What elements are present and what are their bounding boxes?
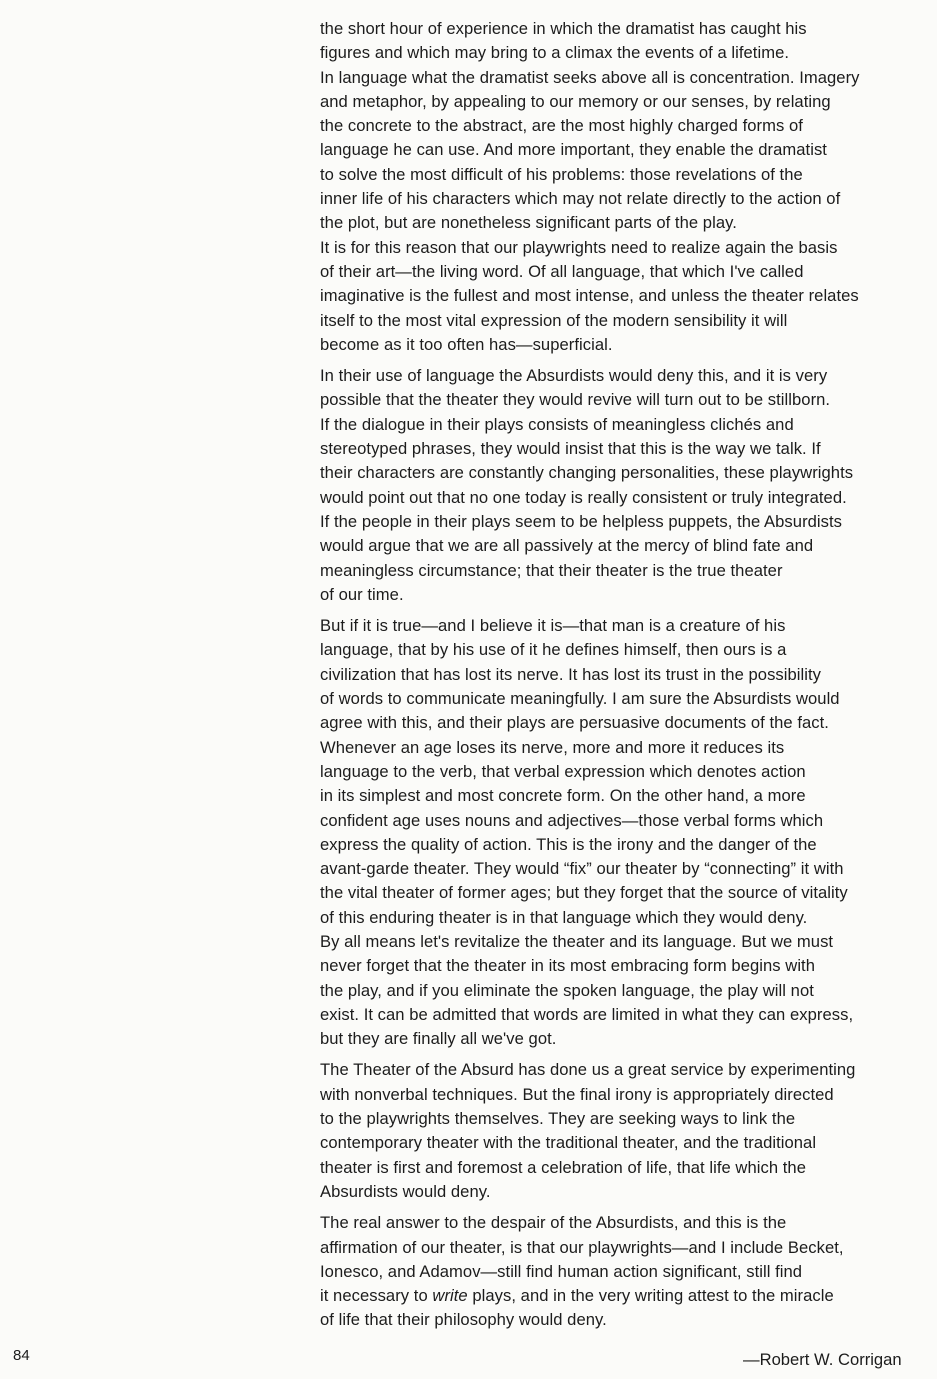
text-line: In language what the dramatist seeks above all is concentration. Imagery [320, 67, 860, 87]
author-signature: —Robert W. Corrigan [743, 1350, 902, 1369]
text-line: and metaphor, by appealing to our memory or our senses, by relating [320, 91, 831, 111]
text-line-with-emphasis [320, 1284, 910, 1308]
paragraph-spacer [320, 607, 910, 614]
page-number: 84 [13, 1347, 30, 1364]
text-line: to the playwrights themselves. They are seeking ways to link the [320, 1109, 796, 1129]
emphasized-word: write [432, 1286, 468, 1306]
text-line: stereotyped phrases, they would insist that this is the way we talk. If [320, 439, 821, 459]
text-run: plays, and in the very writing attest to the miracle [467, 1286, 834, 1306]
text-run: it necessary to [320, 1286, 433, 1306]
text-line: language he can use. And more important, they enable the dramatist [320, 140, 827, 160]
text-line: the plot, but are nonetheless significant parts of the play. [320, 213, 737, 233]
paragraph-spacer [320, 357, 910, 364]
text-line: express the quality of action. This is the irony and the danger of the [320, 834, 817, 854]
text-line: exist. It can be admitted that words are limited in what they can express, [320, 1004, 854, 1024]
text-line: figures and which may bring to a climax the events of a lifetime. [320, 43, 790, 63]
text-line: possible that the theater they would revive will turn out to be stillborn. [320, 390, 831, 410]
text-line: but they are finally all we've got. [320, 1029, 557, 1049]
text-line: In their use of language the Absurdists would deny this, and it is very [320, 366, 828, 386]
text-line: Absurdists would deny. [320, 1181, 491, 1201]
paragraph-3 [320, 614, 910, 1051]
text-line: the concrete to the abstract, are the most highly charged forms of [320, 116, 803, 136]
paragraph-spacer [320, 1051, 910, 1058]
text-line: in its simplest and most concrete form. On the other hand, a more [320, 786, 806, 806]
text-line: If the people in their plays seem to be helpless puppets, the Absurdists [320, 511, 843, 531]
text-line: meaningless circumstance; that their theater is the true theater [320, 560, 783, 580]
text-line: of words to communicate meaningfully. I am sure the Absurdists would [320, 689, 840, 709]
text-line: language, that by his use of it he defines himself, then ours is a [320, 640, 787, 660]
text-line: The real answer to the despair of the Absurdists, and this is the [320, 1213, 787, 1233]
text-line: to solve the most difficult of his problems: those revelations of the [320, 164, 803, 184]
text-line: If the dialogue in their plays consists of meaningless clichés and [320, 414, 794, 434]
text-line: confident age uses nouns and adjectives—those verbal forms which [320, 810, 824, 830]
text-line: contemporary theater with the traditional theater, and the traditional [320, 1133, 817, 1153]
paragraph-2 [320, 364, 910, 607]
text-line: of life that their philosophy would deny. [320, 1310, 607, 1330]
text-line: Whenever an age loses its nerve, more and more it reduces its [320, 737, 785, 757]
paragraph-5 [320, 1211, 910, 1332]
text-line: with nonverbal techniques. But the final irony is appropriately directed [320, 1084, 834, 1104]
text-line: affirmation of our theater, is that our playwrights—and I include Becket, [320, 1237, 844, 1257]
text-line: language to the verb, that verbal expression which denotes action [320, 761, 806, 781]
text-line: Ionesco, and Adamov—still find human action significant, still find [320, 1261, 803, 1281]
text-line: It is for this reason that our playwrights need to realize again the basis [320, 237, 838, 257]
text-line: the short hour of experience in which the dramatist has caught his [320, 19, 807, 38]
text-line: of their art—the living word. Of all language, that which I've called [320, 261, 804, 281]
paragraph-spacer [320, 1204, 910, 1211]
text-line: the vital theater of former ages; but they forget that the source of vitality [320, 883, 848, 903]
text-line: avant-garde theater. They would “fix” our theater by “connecting” it with [320, 859, 844, 879]
text-line: would argue that we are all passively at the mercy of blind fate and [320, 536, 814, 556]
text-line: theater is first and foremost a celebration of life, that life which the [320, 1157, 806, 1177]
paragraph-4 [320, 1058, 910, 1204]
text-line: their characters are constantly changing personalities, these playwrights [320, 463, 854, 483]
text-line: itself to the most vital expression of the modern sensibility it will [320, 310, 788, 330]
text-line: inner life of his characters which may not relate directly to the action of [320, 189, 841, 209]
text-line: of this enduring theater is in that language which they would deny. [320, 907, 808, 927]
text-line: the play, and if you eliminate the spoken language, the play will not [320, 980, 814, 1000]
text-line: civilization that has lost its nerve. It has lost its trust in the possibility [320, 664, 821, 684]
text-line: of our time. [320, 584, 404, 604]
text-line: never forget that the theater in its most embracing form begins with [320, 956, 815, 976]
text-line: become as it too often has—superficial. [320, 334, 613, 354]
text-line: By all means let's revitalize the theater and its language. But we must [320, 931, 834, 951]
paragraph-1 [320, 17, 910, 357]
text-line: The Theater of the Absurd has done us a great service by experimenting [320, 1060, 856, 1080]
text-line: imaginative is the fullest and most intense, and unless the theater relates [320, 286, 859, 306]
text-line: But if it is true—and I believe it is—that man is a creature of his [320, 616, 786, 636]
essay-body [320, 17, 910, 1333]
text-line: would point out that no one today is really consistent or truly integrated. [320, 487, 847, 507]
text-line: agree with this, and their plays are persuasive documents of the fact. [320, 713, 829, 733]
